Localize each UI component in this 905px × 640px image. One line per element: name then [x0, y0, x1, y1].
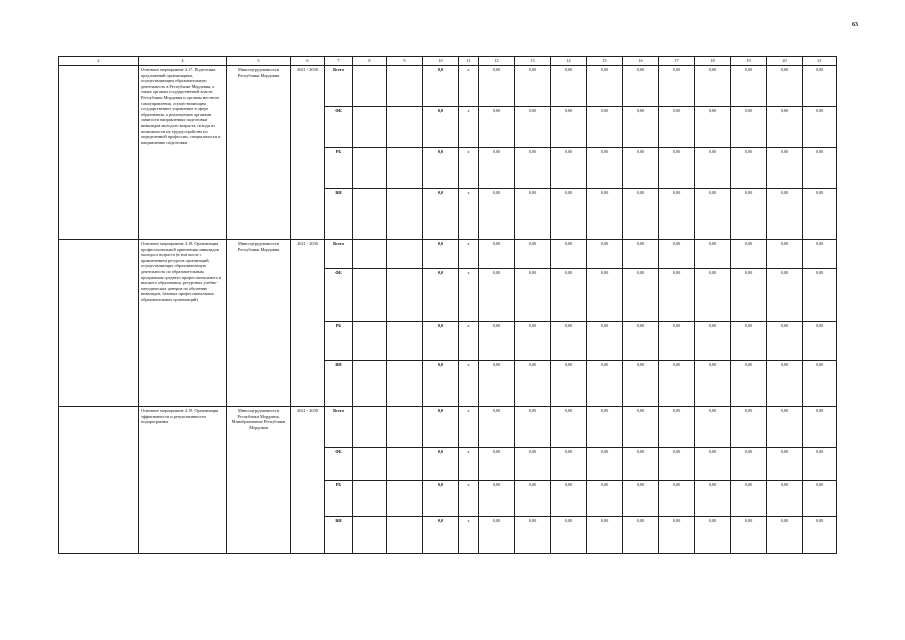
value-cell: 0,00	[479, 407, 515, 448]
value-cell: 0,00	[695, 148, 731, 189]
header-cell: 10	[423, 57, 459, 66]
value-cell: 0,0	[423, 517, 459, 554]
value-cell: 0,00	[623, 148, 659, 189]
funding-source-cell: ВИ	[325, 517, 353, 554]
value-cell: 0,00	[731, 189, 767, 240]
empty-cell	[387, 269, 423, 322]
header-cell: 9	[387, 57, 423, 66]
value-cell: 0,00	[587, 407, 623, 448]
header-cell: 19	[731, 57, 767, 66]
value-cell: 0,00	[479, 517, 515, 554]
header-cell: 14	[551, 57, 587, 66]
value-cell: 0,00	[587, 66, 623, 107]
value-cell: х	[459, 269, 479, 322]
value-cell: 0,0	[423, 322, 459, 361]
value-cell: 0,00	[803, 148, 837, 189]
value-cell: 0,00	[695, 361, 731, 407]
value-cell: 0,00	[587, 448, 623, 481]
empty-cell	[387, 407, 423, 448]
value-cell: 0,00	[515, 189, 551, 240]
value-cell: 0,00	[767, 148, 803, 189]
value-cell: 0,00	[479, 189, 515, 240]
value-cell: 0,00	[767, 448, 803, 481]
empty-cell	[353, 517, 387, 554]
empty-cell	[353, 148, 387, 189]
funding-source-cell: РБ	[325, 481, 353, 517]
value-cell: 0,00	[767, 189, 803, 240]
value-cell: 0,00	[695, 269, 731, 322]
value-cell: 0,00	[659, 148, 695, 189]
value-cell: 0,00	[767, 361, 803, 407]
table-row	[59, 407, 837, 448]
value-cell: х	[459, 240, 479, 269]
funding-source-cell: ВИ	[325, 189, 353, 240]
value-cell: 0,0	[423, 481, 459, 517]
value-cell: х	[459, 66, 479, 107]
activity-title: Основное мероприятие 4.19. Организация эффективности и результативности подпрограммы	[139, 407, 227, 554]
value-cell: 0,00	[623, 107, 659, 148]
funding-source-cell: ФБ	[325, 269, 353, 322]
value-cell: 0,00	[767, 66, 803, 107]
value-cell: 0,00	[695, 189, 731, 240]
value-cell: 0,00	[551, 189, 587, 240]
value-cell: 0,00	[551, 448, 587, 481]
value-cell: 0,00	[731, 448, 767, 481]
value-cell: 0,00	[551, 148, 587, 189]
funding-source-cell: РБ	[325, 148, 353, 189]
empty-cell	[59, 240, 139, 407]
value-cell: 0,00	[623, 322, 659, 361]
value-cell: 0,00	[803, 448, 837, 481]
value-cell: 0,00	[803, 240, 837, 269]
value-cell: 0,00	[767, 107, 803, 148]
value-cell: 0,00	[587, 269, 623, 322]
value-cell: 0,00	[803, 66, 837, 107]
value-cell: 0,00	[479, 107, 515, 148]
value-cell: 0,00	[659, 107, 695, 148]
value-cell: 0,00	[731, 322, 767, 361]
budget-table	[58, 56, 837, 554]
period-cell: 2021 - 2030	[291, 66, 325, 240]
value-cell: х	[459, 322, 479, 361]
header-cell: 5	[227, 57, 291, 66]
value-cell: 0,00	[479, 448, 515, 481]
empty-cell	[387, 189, 423, 240]
funding-source-cell: Всего	[325, 240, 353, 269]
value-cell: 0,00	[479, 148, 515, 189]
value-cell: 0,00	[731, 481, 767, 517]
period-cell: 2021 - 2030	[291, 240, 325, 407]
value-cell: 0,00	[515, 361, 551, 407]
value-cell: 0,00	[731, 407, 767, 448]
value-cell: 0,00	[623, 66, 659, 107]
table-row	[59, 240, 837, 269]
funding-source-cell: ФБ	[325, 107, 353, 148]
value-cell: 0,00	[587, 322, 623, 361]
empty-cell	[353, 66, 387, 107]
value-cell: 0,0	[423, 407, 459, 448]
value-cell: 0,00	[623, 269, 659, 322]
executor-cell: Минсоцтрудзанятости Республики Мордовия	[227, 66, 291, 240]
funding-source-cell: РБ	[325, 322, 353, 361]
value-cell: 0,00	[767, 269, 803, 322]
value-cell: 0,00	[479, 240, 515, 269]
header-cell: 4	[139, 57, 227, 66]
empty-cell	[387, 448, 423, 481]
value-cell: 0,0	[423, 448, 459, 481]
empty-cell	[353, 189, 387, 240]
empty-cell	[353, 448, 387, 481]
empty-cell	[387, 107, 423, 148]
empty-cell	[353, 269, 387, 322]
value-cell: х	[459, 361, 479, 407]
value-cell: х	[459, 448, 479, 481]
empty-cell	[59, 66, 139, 240]
value-cell: 0,00	[623, 240, 659, 269]
page-number: 63	[852, 22, 858, 28]
value-cell: 0,00	[731, 517, 767, 554]
value-cell: 0,00	[767, 322, 803, 361]
value-cell: х	[459, 148, 479, 189]
value-cell: 0,00	[803, 322, 837, 361]
value-cell: 0,00	[515, 269, 551, 322]
value-cell: 0,00	[479, 322, 515, 361]
header-cell: 16	[623, 57, 659, 66]
value-cell: 0,00	[803, 269, 837, 322]
value-cell: 0,00	[767, 481, 803, 517]
empty-cell	[387, 148, 423, 189]
value-cell: 0,00	[515, 322, 551, 361]
value-cell: 0,00	[803, 107, 837, 148]
value-cell: 0,00	[551, 269, 587, 322]
value-cell: 0,00	[767, 407, 803, 448]
value-cell: х	[459, 517, 479, 554]
value-cell: 0,00	[515, 517, 551, 554]
activity-title: Основное мероприятие 4.18. Организация профессиональной ориентации инвалидов молодого возраста (в том числе с привлечением ресурсов организаций, осуществляющих образовательную деятельность по образовательным программам среднего профессионального и высшего образования, ресурсных учебно-методических центров по обучению инвалидов, базовых профессиональных образовательных организаций)	[139, 240, 227, 407]
value-cell: 0,0	[423, 107, 459, 148]
header-cell: 8	[353, 57, 387, 66]
empty-cell	[353, 361, 387, 407]
header-cell: 20	[767, 57, 803, 66]
empty-cell	[387, 240, 423, 269]
value-cell: х	[459, 481, 479, 517]
value-cell: 0,00	[587, 189, 623, 240]
value-cell: 0,00	[623, 481, 659, 517]
empty-cell	[387, 481, 423, 517]
value-cell: 0,00	[659, 481, 695, 517]
value-cell: 0,00	[623, 189, 659, 240]
value-cell: 0,00	[479, 361, 515, 407]
empty-cell	[353, 240, 387, 269]
value-cell: 0,00	[695, 66, 731, 107]
empty-cell	[59, 407, 139, 554]
value-cell: 0,00	[623, 448, 659, 481]
value-cell: 0,00	[659, 269, 695, 322]
value-cell: 0,00	[515, 448, 551, 481]
header-cell: 6	[291, 57, 325, 66]
value-cell: 0,0	[423, 269, 459, 322]
value-cell: 0,0	[423, 189, 459, 240]
value-cell: 0,00	[551, 66, 587, 107]
value-cell: 0,00	[587, 481, 623, 517]
header-cell: 17	[659, 57, 695, 66]
funding-source-cell: ВИ	[325, 361, 353, 407]
value-cell: 0,00	[659, 407, 695, 448]
header-cell: 12	[479, 57, 515, 66]
empty-cell	[387, 322, 423, 361]
header-cell: 7	[325, 57, 353, 66]
value-cell: 0,00	[515, 148, 551, 189]
funding-source-cell: Всего	[325, 407, 353, 448]
value-cell: 0,00	[695, 322, 731, 361]
value-cell: 0,00	[803, 407, 837, 448]
executor-cell: Минсоцтрудзанятости Республики Мордовия, Минобразование Республики Мордовия	[227, 407, 291, 554]
empty-cell	[353, 481, 387, 517]
empty-cell	[353, 407, 387, 448]
value-cell: 0,00	[659, 240, 695, 269]
header-cell: 15	[587, 57, 623, 66]
value-cell: 0,00	[587, 517, 623, 554]
value-cell: х	[459, 189, 479, 240]
value-cell: 0,00	[515, 481, 551, 517]
value-cell: 0,00	[551, 481, 587, 517]
value-cell: 0,00	[515, 107, 551, 148]
value-cell: 0,00	[767, 517, 803, 554]
value-cell: х	[459, 407, 479, 448]
header-cell: 21	[803, 57, 837, 66]
value-cell: 0,00	[659, 322, 695, 361]
funding-source-cell: Всего	[325, 66, 353, 107]
header-cell: 13	[515, 57, 551, 66]
value-cell: 0,00	[551, 240, 587, 269]
value-cell: 0,00	[479, 481, 515, 517]
value-cell: 0,00	[551, 107, 587, 148]
value-cell: 0,00	[659, 517, 695, 554]
value-cell: 0,00	[803, 189, 837, 240]
value-cell: 0,00	[515, 240, 551, 269]
value-cell: 0,0	[423, 361, 459, 407]
value-cell: 0,00	[731, 148, 767, 189]
value-cell: 0,00	[695, 448, 731, 481]
table-body	[59, 57, 837, 554]
empty-cell	[353, 107, 387, 148]
value-cell: 0,00	[551, 517, 587, 554]
value-cell: 0,00	[731, 361, 767, 407]
empty-cell	[387, 66, 423, 107]
value-cell: 0,00	[695, 481, 731, 517]
value-cell: 0,00	[623, 517, 659, 554]
funding-source-cell: ФБ	[325, 448, 353, 481]
value-cell: 0,00	[551, 361, 587, 407]
activity-title: Основное мероприятие 4.17. Подготовка предложений организациям, осуществляющим образовательную деятельность в Республике Мордовия, а также органам государственной власти Республики Мордовия и органам местного самоуправления, осуществляющим государственное управление в сфере образования, о реализуемых органами занятости направлениях подготовки инвалидов молодого возраста, исходя из возможности их трудоустройства по определенной профессии, специальности и направлению подготовки	[139, 66, 227, 240]
header-cell: 11	[459, 57, 479, 66]
value-cell: 0,00	[695, 517, 731, 554]
value-cell: 0,00	[587, 240, 623, 269]
value-cell: 0,00	[587, 107, 623, 148]
value-cell: 0,00	[515, 407, 551, 448]
header-row	[59, 57, 837, 66]
value-cell: 0,00	[731, 107, 767, 148]
executor-cell: Минсоцтрудзанятости Республики Мордовия	[227, 240, 291, 407]
value-cell: 0,00	[695, 107, 731, 148]
value-cell: 0,00	[659, 448, 695, 481]
value-cell: 0,00	[659, 189, 695, 240]
value-cell: 0,00	[803, 361, 837, 407]
header-cell: 2	[59, 57, 139, 66]
value-cell: 0,00	[479, 66, 515, 107]
value-cell: 0,00	[695, 407, 731, 448]
value-cell: 0,00	[623, 361, 659, 407]
value-cell: 0,00	[623, 407, 659, 448]
value-cell: 0,00	[587, 361, 623, 407]
value-cell: 0,00	[731, 269, 767, 322]
empty-cell	[387, 361, 423, 407]
value-cell: 0,00	[695, 240, 731, 269]
value-cell: 0,00	[803, 481, 837, 517]
value-cell: 0,00	[515, 66, 551, 107]
value-cell: х	[459, 107, 479, 148]
value-cell: 0,00	[551, 407, 587, 448]
value-cell: 0,00	[731, 240, 767, 269]
value-cell: 0,00	[659, 361, 695, 407]
header-cell: 18	[695, 57, 731, 66]
empty-cell	[387, 517, 423, 554]
value-cell: 0,00	[803, 517, 837, 554]
value-cell: 0,00	[551, 322, 587, 361]
table-row	[59, 66, 837, 107]
value-cell: 0,0	[423, 66, 459, 107]
value-cell: 0,0	[423, 240, 459, 269]
period-cell: 2021 - 2030	[291, 407, 325, 554]
empty-cell	[353, 322, 387, 361]
value-cell: 0,00	[767, 240, 803, 269]
value-cell: 0,00	[479, 269, 515, 322]
value-cell: 0,00	[587, 148, 623, 189]
value-cell: 0,00	[731, 66, 767, 107]
value-cell: 0,0	[423, 148, 459, 189]
value-cell: 0,00	[659, 66, 695, 107]
